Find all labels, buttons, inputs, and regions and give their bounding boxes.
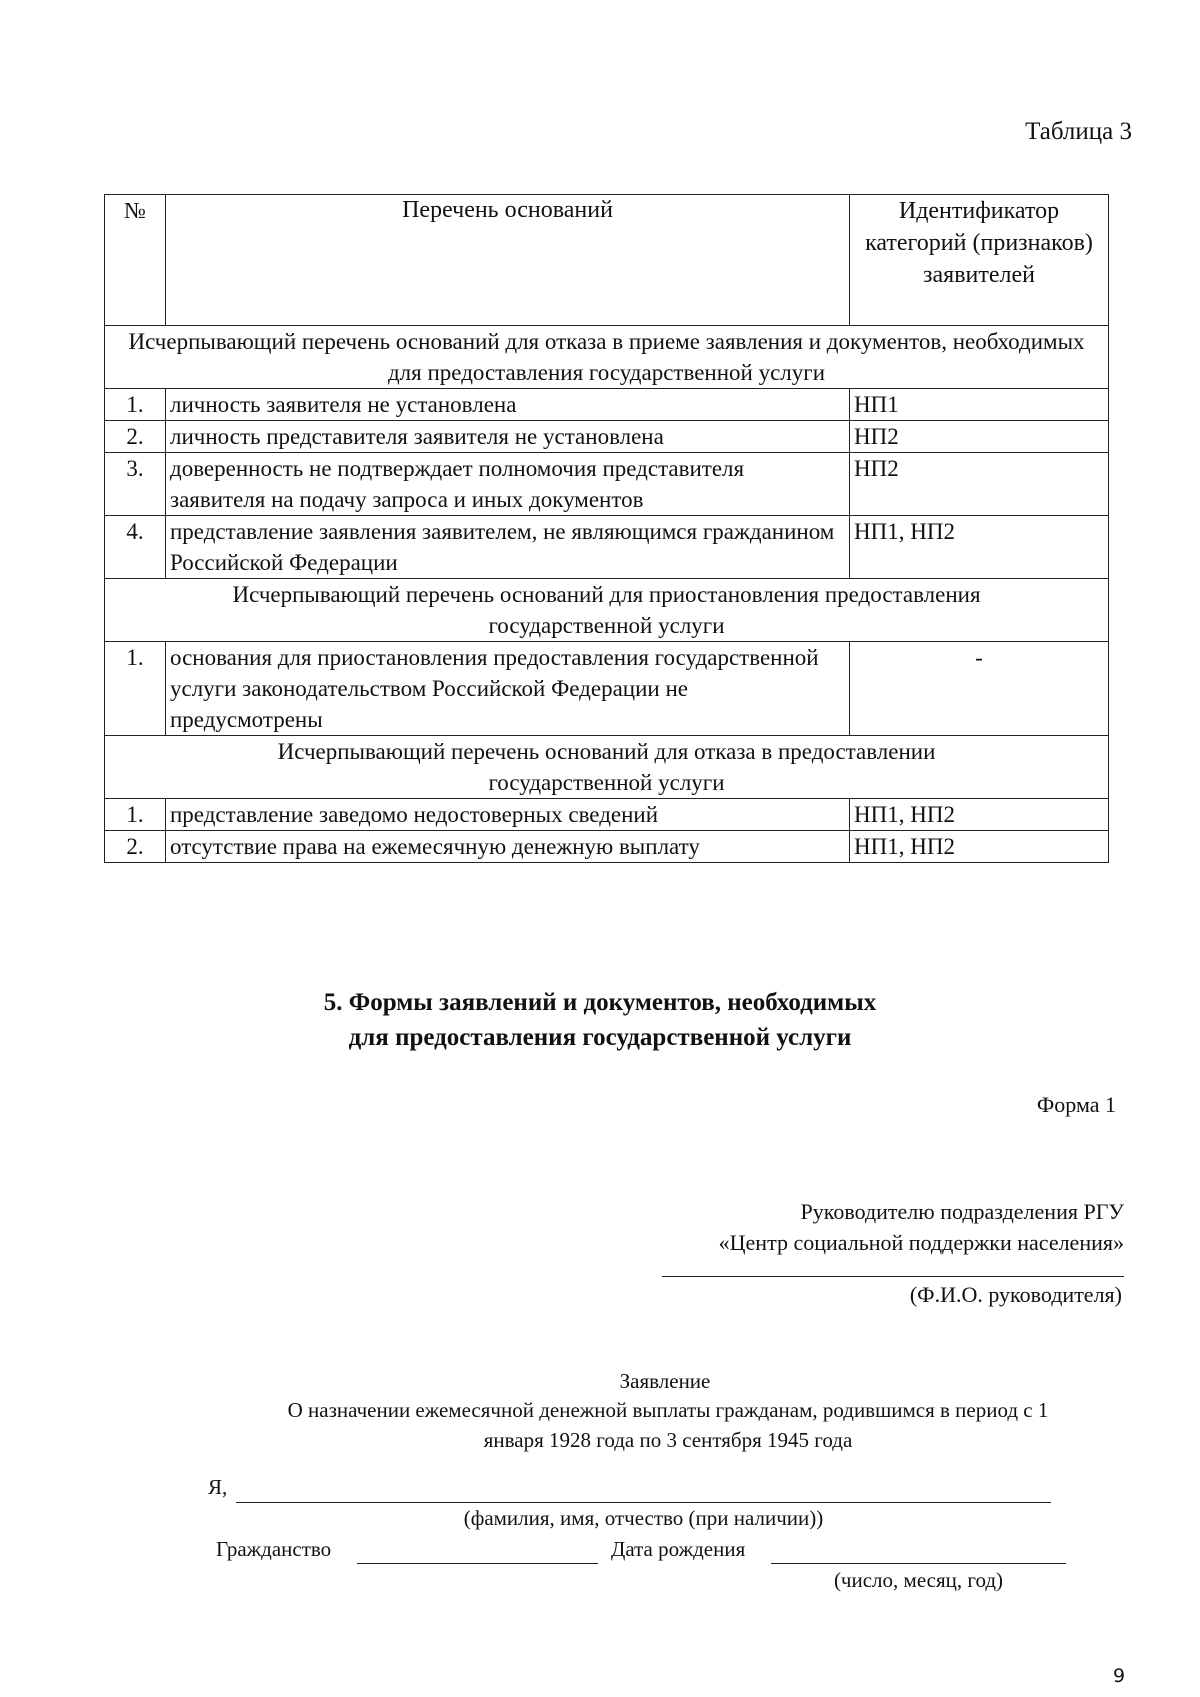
row-code: НП1 [850, 389, 1109, 421]
row-num: 2. [105, 421, 166, 453]
header-num: № [105, 195, 166, 326]
citizenship-label: Гражданство [216, 1537, 332, 1561]
table-row [105, 421, 1109, 453]
table-caption: Таблица 3 [1025, 118, 1132, 145]
table-row [105, 642, 1109, 736]
section-heading-line1: 5. Формы заявлений и документов, необходимых [323, 989, 877, 1016]
header-list: Перечень оснований [166, 195, 850, 326]
row-code: НП2 [850, 453, 1109, 516]
date-caption: (число, месяц, год) [833, 1568, 1004, 1592]
row-num: 3. [105, 453, 166, 516]
row-text: доверенность не подтверждает полномочия представителя заявителя на подачу запроса и иных документов [166, 453, 850, 516]
row-text: отсутствие права на ежемесячную денежную выплату [166, 831, 850, 863]
birthdate-label: Дата рождения [611, 1537, 746, 1561]
table-row [105, 389, 1109, 421]
row-text: личность представителя заявителя не установлена [166, 421, 850, 453]
grounds-table [104, 194, 1109, 863]
row-num: 4. [105, 516, 166, 579]
fio-caption: (фамилия, имя, отчество (при наличии)) [463, 1506, 824, 1530]
row-text: основания для приостановления предоставления государственной услуги законодательством Российской Федерации не предусмотрены [166, 642, 850, 736]
table-row [105, 799, 1109, 831]
table-row [105, 453, 1109, 516]
addressee-line1: Руководителю подразделения РГУ [800, 1199, 1124, 1224]
page-number: 9 [1113, 1665, 1126, 1687]
citizenship-field[interactable] [357, 1563, 598, 1564]
application-subtitle [218, 1395, 1118, 1455]
birthdate-field[interactable] [771, 1563, 1066, 1564]
row-code: НП2 [850, 421, 1109, 453]
row-text: личность заявителя не установлена [166, 389, 850, 421]
section-title: Исчерпывающий перечень оснований для отказа в приеме заявления и документов, необходимых для предоставления государственной услуги [105, 326, 1109, 389]
row-num: 1. [105, 642, 166, 736]
header-identifier: Идентификатор категорий (признаков) заявителей [850, 195, 1109, 326]
row-code: - [850, 642, 1109, 736]
table-row [105, 516, 1109, 579]
row-code: НП1, НП2 [850, 516, 1109, 579]
section-title: Исчерпывающий перечень оснований для отказа в предоставлении государственной услуги [105, 736, 1109, 799]
section-heading [0, 985, 1200, 1055]
director-name-caption: (Ф.И.О. руководителя) [909, 1282, 1122, 1307]
row-text: представление заведомо недостоверных сведений [166, 799, 850, 831]
row-num: 1. [105, 799, 166, 831]
i-label: Я, [208, 1475, 228, 1499]
table-row [105, 831, 1109, 863]
row-code: НП1, НП2 [850, 831, 1109, 863]
row-code: НП1, НП2 [850, 799, 1109, 831]
addressee-line2: «Центр социальной поддержки населения» [718, 1230, 1124, 1255]
fio-field[interactable] [236, 1502, 1051, 1503]
application-title: Заявление [619, 1369, 711, 1393]
section-row [105, 579, 1109, 642]
section-title: Исчерпывающий перечень оснований для приостановления предоставления государственной услуги [105, 579, 1109, 642]
section-heading-line2: для предоставления государственной услуги [348, 1024, 852, 1051]
section-row [105, 736, 1109, 799]
director-name-field[interactable] [662, 1276, 1124, 1277]
application-subtitle-line2: января 1928 года по 3 сентября 1945 года [483, 1428, 853, 1452]
row-text: представление заявления заявителем, не являющимся гражданином Российской Федерации [166, 516, 850, 579]
application-subtitle-line1: О назначении ежемесячной денежной выплаты гражданам, родившимся в период с 1 [287, 1398, 1049, 1422]
section-row [105, 326, 1109, 389]
table-header-row [105, 195, 1109, 326]
form-label: Форма 1 [1036, 1092, 1116, 1117]
row-num: 1. [105, 389, 166, 421]
row-num: 2. [105, 831, 166, 863]
